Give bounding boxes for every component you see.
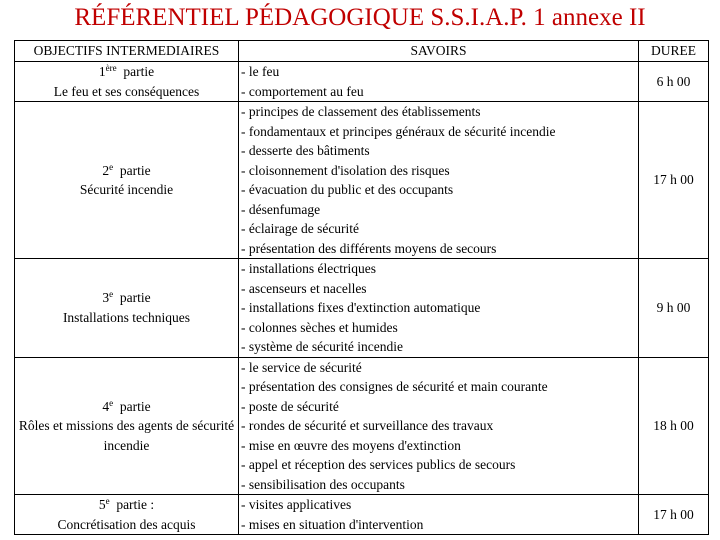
savoirs-cell <box>239 495 639 535</box>
table-row <box>15 495 709 535</box>
savoir-item: - poste de sécurité <box>241 398 339 414</box>
savoir-item: - le service de sécurité <box>241 359 362 375</box>
savoir-item: - le feu <box>241 64 280 79</box>
table-row <box>15 62 709 102</box>
savoir-item: - fondamentaux et principes généraux de sécurité incendie <box>241 123 556 139</box>
header-savoirs: SAVOIRS <box>239 41 639 62</box>
duree-cell: 9 h 00 <box>639 259 709 358</box>
table-row <box>15 259 709 358</box>
savoir-item: - évacuation du public et des occupants <box>241 182 454 197</box>
savoir-item: - mise en œuvre des moyens d'extinction <box>241 437 461 453</box>
objectif-text: Installations techniques <box>62 309 191 325</box>
objectif-cell <box>15 259 239 358</box>
savoir-item: - visites applicatives <box>241 497 352 512</box>
savoir-item: - desserte des bâtiments <box>241 143 370 158</box>
partie-label: 3e partie <box>102 289 151 306</box>
savoir-item: - présentation des différents moyens de secours <box>241 240 497 256</box>
objectif-cell <box>15 62 239 102</box>
savoir-item: - présentation des consignes de sécurité et main courante <box>241 379 548 394</box>
referentiel-table <box>14 40 709 535</box>
duree-cell: 17 h 00 <box>639 102 709 259</box>
objectif-text: Le feu et ses conséquences <box>53 83 200 99</box>
partie-label: 1ère partie <box>98 63 155 79</box>
savoirs-cell <box>239 259 639 358</box>
savoir-item: - colonnes sèches et humides <box>241 319 398 335</box>
duree-cell: 18 h 00 <box>639 357 709 495</box>
duree-cell: 17 h 00 <box>639 495 709 535</box>
objectif-text: Concrétisation des acquis <box>57 516 196 532</box>
partie-label: 4e partie <box>102 397 151 414</box>
objectif-text: Rôles et missions des agents de sécurité incendie <box>18 418 235 453</box>
savoir-item: - appel et réception des services publics de secours <box>241 457 516 472</box>
objectif-cell <box>15 357 239 495</box>
savoirs-cell <box>239 102 639 259</box>
savoir-item: - rondes de sécurité et surveillance des travaux <box>241 418 494 433</box>
savoir-item: - ascenseurs et nacelles <box>241 280 367 296</box>
header-objectifs: OBJECTIFS INTERMEDIAIRES <box>15 41 239 62</box>
savoir-item: - sensibilisation des occupants <box>241 476 405 492</box>
savoir-item: - principes de classement des établissements <box>241 104 481 119</box>
savoir-item: - installations électriques <box>241 261 376 276</box>
savoirs-cell <box>239 357 639 495</box>
savoir-item: - installations fixes d'extinction automatique <box>241 300 481 315</box>
table-row <box>15 357 709 495</box>
savoir-item: - éclairage de sécurité <box>241 221 360 236</box>
duree-cell: 6 h 00 <box>639 62 709 102</box>
savoir-item: - désenfumage <box>241 201 321 217</box>
savoir-item: - système de sécurité incendie <box>241 339 403 354</box>
page-title: RÉFÉRENTIEL PÉDAGOGIQUE S.S.I.A.P. 1 annexe II <box>74 4 646 31</box>
objectif-cell <box>15 495 239 535</box>
savoirs-cell <box>239 62 639 102</box>
savoir-item: - cloisonnement d'isolation des risques <box>241 162 450 178</box>
objectif-cell <box>15 102 239 259</box>
partie-label: 5e partie : <box>98 496 155 512</box>
header-row <box>15 41 709 62</box>
table-row <box>15 102 709 259</box>
header-duree: DUREE <box>639 41 709 62</box>
savoir-item: - mises en situation d'intervention <box>241 516 424 532</box>
savoir-item: - comportement au feu <box>241 83 364 99</box>
partie-label: 2e partie <box>102 161 151 178</box>
objectif-text: Sécurité incendie <box>79 182 174 197</box>
